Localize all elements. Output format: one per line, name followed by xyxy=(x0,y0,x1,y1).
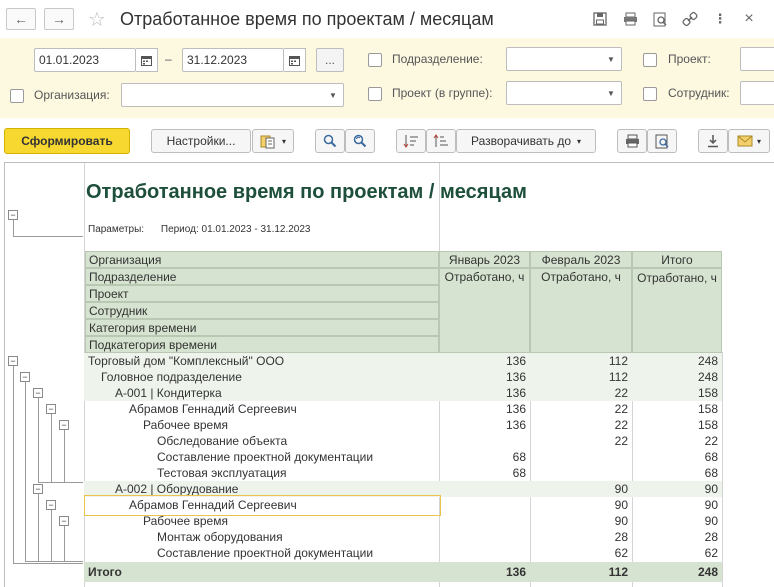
cell-jan: 136 xyxy=(505,402,526,416)
organization-label: Организация: xyxy=(34,88,110,102)
search-icon xyxy=(323,134,337,148)
table-row[interactable] xyxy=(84,401,722,417)
cell-jan xyxy=(440,481,530,497)
total-cell-jan: 136 xyxy=(505,565,526,579)
sort-desc-button[interactable] xyxy=(396,129,426,153)
collapse-row-icon[interactable]: − xyxy=(33,484,43,494)
cell-jan: 136 xyxy=(505,386,526,400)
expand-to-button[interactable] xyxy=(456,129,596,153)
organization-checkbox[interactable] xyxy=(10,89,24,103)
envelope-icon xyxy=(737,135,753,147)
tree-line xyxy=(64,526,65,561)
settings-button[interactable]: Настройки... xyxy=(151,129,251,153)
cell-jan: 68 xyxy=(512,466,526,480)
project-input[interactable] xyxy=(740,47,774,71)
row-label: Головное подразделение xyxy=(101,370,242,384)
subdivision-checkbox[interactable] xyxy=(368,53,382,67)
star-icon[interactable]: ☆ xyxy=(88,9,106,31)
tree-line xyxy=(25,382,26,561)
collapse-row-icon[interactable]: − xyxy=(59,516,69,526)
tree-line xyxy=(51,414,52,482)
cell-total: 90 xyxy=(704,498,718,512)
print-button[interactable] xyxy=(617,129,647,153)
cell-feb: 90 xyxy=(614,498,628,512)
col-header-total: Итого xyxy=(632,251,722,268)
row-label: Рабочее время xyxy=(143,418,228,432)
sort-asc-button[interactable] xyxy=(426,129,456,153)
cell-total: 158 xyxy=(697,386,718,400)
generate-button[interactable]: Сформировать xyxy=(4,128,130,154)
cell-total: 158 xyxy=(697,418,718,432)
cell-feb: 22 xyxy=(614,402,628,416)
params-value: Период: 01.01.2023 - 31.12.2023 xyxy=(160,224,311,235)
grid-line xyxy=(722,352,723,587)
search-button[interactable] xyxy=(315,129,345,153)
group-header-subdivision: Подразделение xyxy=(85,268,439,285)
back-icon[interactable]: ← xyxy=(6,8,36,30)
download-icon xyxy=(706,134,720,148)
print-icon[interactable] xyxy=(620,9,640,29)
cell-feb: 22 xyxy=(614,418,628,432)
cell-total: 68 xyxy=(704,450,718,464)
tree-line xyxy=(64,482,83,483)
tree-line xyxy=(13,366,14,563)
cell-jan xyxy=(440,497,530,513)
expand-to-label: Разворачивать до xyxy=(470,134,571,148)
cell-jan xyxy=(440,513,530,529)
selected-cell[interactable] xyxy=(84,495,441,516)
col-header-feb: Февраль 2023 xyxy=(530,251,632,268)
tree-line xyxy=(64,561,83,562)
row-label: Рабочее время xyxy=(143,514,228,528)
cell-total: 90 xyxy=(704,482,718,496)
employee-checkbox[interactable] xyxy=(643,87,657,101)
row-label: Монтаж оборудования xyxy=(157,530,283,544)
row-label: А-002 | Оборудование xyxy=(115,482,239,496)
cell-feb xyxy=(531,449,632,465)
tree-line xyxy=(13,236,83,237)
chevron-down-icon[interactable]: ▼ xyxy=(607,54,615,64)
cell-jan xyxy=(440,433,530,449)
cell-total: 68 xyxy=(704,466,718,480)
table-row[interactable] xyxy=(84,545,722,561)
report-params xyxy=(88,224,311,235)
total-cell-feb: 112 xyxy=(608,565,628,579)
cell-jan: 136 xyxy=(505,354,526,368)
variant-icon xyxy=(260,133,278,149)
row-label: Абрамов Геннадий Сергеевич xyxy=(129,498,297,512)
forward-icon[interactable]: → xyxy=(44,8,74,30)
project-checkbox[interactable] xyxy=(643,53,657,67)
cell-feb: 90 xyxy=(614,482,628,496)
cell-total: 90 xyxy=(704,514,718,528)
total-cell-total: 248 xyxy=(697,565,718,579)
cell-feb xyxy=(531,465,632,481)
chevron-down-icon[interactable]: ▼ xyxy=(329,90,337,100)
variant-button[interactable] xyxy=(252,129,294,153)
chevron-down-icon: ▾ xyxy=(756,136,761,146)
chevron-down-icon: ▾ xyxy=(281,136,286,146)
chevron-down-icon[interactable]: ▼ xyxy=(607,88,615,98)
employee-input[interactable] xyxy=(740,81,774,105)
sort-desc-icon xyxy=(403,134,419,148)
project-label: Проект: xyxy=(668,52,711,66)
report-title: Отработанное время по проектам / месяцам xyxy=(86,181,527,203)
cell-jan: 68 xyxy=(512,450,526,464)
collapse-row-icon[interactable]: − xyxy=(59,420,69,430)
tree-line xyxy=(38,398,39,482)
total-label: Итого xyxy=(88,565,122,579)
col-measure-feb: Отработано, ч xyxy=(530,268,632,353)
row-label: Составление проектной документации xyxy=(157,450,374,464)
row-label: Абрамов Геннадий Сергеевич xyxy=(129,402,297,416)
cell-total: 248 xyxy=(697,354,718,368)
group-header-time-subcategory: Подкатегория времени xyxy=(85,336,439,353)
table-row[interactable] xyxy=(84,465,722,481)
table-row[interactable] xyxy=(84,369,722,385)
download-button[interactable] xyxy=(698,129,728,153)
collapse-row-icon[interactable]: − xyxy=(33,388,43,398)
more-icon[interactable]: ⋮ xyxy=(713,11,727,26)
collapse-row-icon[interactable]: − xyxy=(46,404,56,414)
date-to-input[interactable]: 31.12.2023 xyxy=(182,48,284,72)
row-label: Тестовая эксплуатация xyxy=(157,466,287,480)
search-refresh-button[interactable] xyxy=(345,129,375,153)
table-row[interactable] xyxy=(84,433,722,449)
col-measure-jan: Отработано, ч xyxy=(439,268,530,353)
row-label: Обследование объекта xyxy=(157,434,288,448)
search-refresh-icon xyxy=(353,134,367,148)
collapse-row-icon[interactable]: − xyxy=(46,500,56,510)
project-group-label: Проект (в группе): xyxy=(392,86,493,100)
collapse-header-icon[interactable]: − xyxy=(8,210,18,220)
tree-line xyxy=(51,510,52,561)
period-select-button[interactable]: ... xyxy=(316,48,344,72)
table-row[interactable] xyxy=(84,529,722,545)
tree-line xyxy=(38,494,39,561)
cell-feb: 112 xyxy=(608,370,628,384)
table-row[interactable] xyxy=(84,417,722,433)
group-header-organization: Организация xyxy=(85,251,439,268)
tree-line xyxy=(13,563,83,564)
cell-jan xyxy=(440,529,530,545)
chevron-down-icon: ▾ xyxy=(577,136,582,146)
cell-feb: 90 xyxy=(614,514,628,528)
save-icon[interactable] xyxy=(590,9,610,29)
sort-asc-icon xyxy=(433,134,449,148)
group-header-time-category: Категория времени xyxy=(85,319,439,336)
row-label: А-001 | Кондитерка xyxy=(115,386,222,400)
table-row[interactable] xyxy=(84,449,722,465)
date-dash: – xyxy=(165,52,172,66)
title-bar xyxy=(0,0,774,38)
table-row[interactable] xyxy=(84,385,722,401)
total-row[interactable] xyxy=(84,562,722,582)
cell-jan xyxy=(440,545,530,561)
cell-total: 62 xyxy=(704,546,718,560)
send-email-button[interactable] xyxy=(728,129,770,153)
print-icon xyxy=(625,134,640,148)
window-title: Отработанное время по проектам / месяцам xyxy=(120,9,494,29)
group-header-project: Проект xyxy=(85,285,439,302)
organization-input[interactable] xyxy=(121,83,344,107)
cell-total: 22 xyxy=(704,434,718,448)
cell-total: 158 xyxy=(697,402,718,416)
cell-feb: 112 xyxy=(608,354,628,368)
group-header-employee: Сотрудник xyxy=(85,302,439,319)
preview-icon xyxy=(655,134,670,149)
date-from-input[interactable]: 01.01.2023 xyxy=(34,48,136,72)
calendar-icon[interactable] xyxy=(136,48,158,72)
row-label: Составление проектной документации xyxy=(157,546,374,560)
col-measure-total: Отработано, ч xyxy=(632,268,722,353)
cell-jan: 136 xyxy=(505,418,526,432)
calendar-icon[interactable] xyxy=(284,48,306,72)
tree-line xyxy=(64,430,65,482)
cell-feb: 28 xyxy=(614,530,628,544)
link-icon[interactable] xyxy=(680,9,700,29)
params-label: Параметры: xyxy=(88,224,145,235)
table-row[interactable] xyxy=(84,353,722,369)
employee-label: Сотрудник: xyxy=(668,86,730,100)
collapse-row-icon[interactable]: − xyxy=(20,372,30,382)
close-icon[interactable]: × xyxy=(744,10,754,27)
cell-jan: 136 xyxy=(505,370,526,384)
subdivision-label: Подразделение: xyxy=(392,52,483,66)
preview-button[interactable] xyxy=(647,129,677,153)
cell-total: 28 xyxy=(704,530,718,544)
collapse-row-icon[interactable]: − xyxy=(8,356,18,366)
cell-total: 248 xyxy=(697,370,718,384)
tree-line xyxy=(13,220,14,236)
col-header-jan: Январь 2023 xyxy=(439,251,530,268)
preview-icon[interactable] xyxy=(650,9,670,29)
cell-feb: 22 xyxy=(614,434,628,448)
cell-feb: 22 xyxy=(614,386,628,400)
project-group-checkbox[interactable] xyxy=(368,87,382,101)
cell-feb: 62 xyxy=(614,546,628,560)
row-label: Торговый дом "Комплексный" ООО xyxy=(88,354,285,368)
